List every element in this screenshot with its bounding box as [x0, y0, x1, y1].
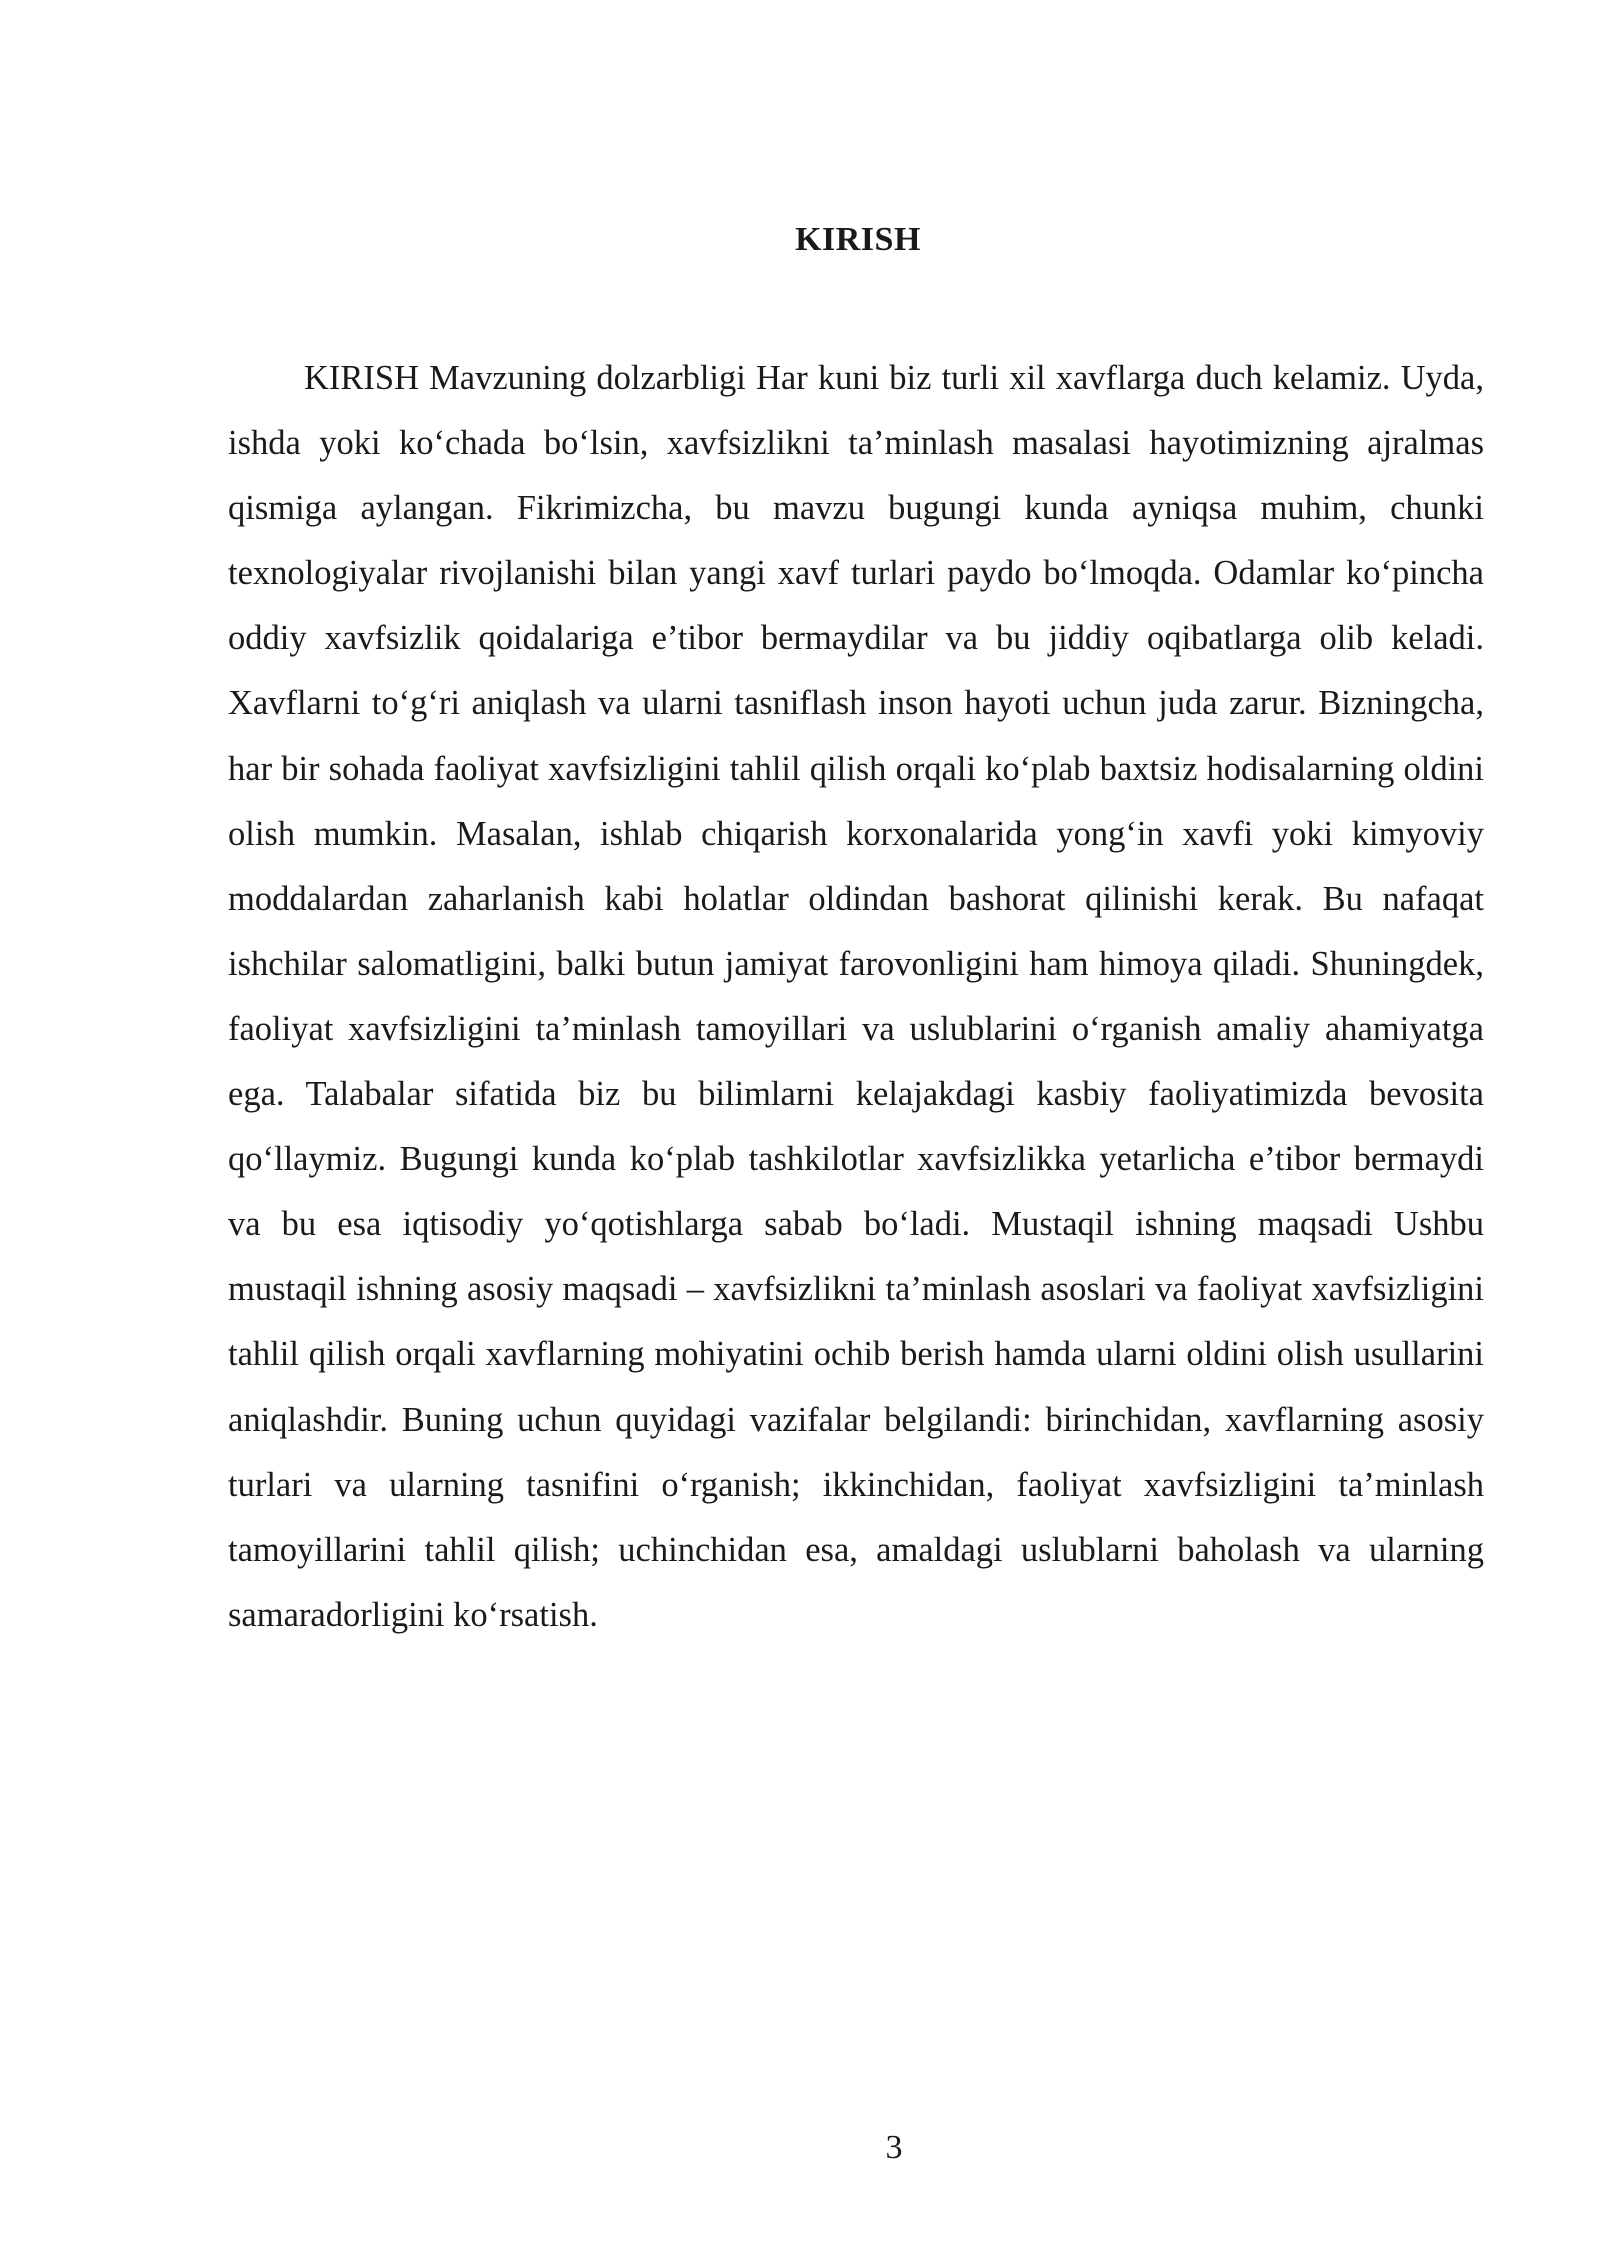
section-heading: KIRISH: [795, 221, 921, 258]
page-number: 3: [885, 2129, 903, 2166]
body-paragraph: KIRISH Mavzuning dolzarbligi Har kuni biz turli xil xavflarga duch kelamiz. Uyda, ishda yoki ko‘chada bo‘lsin, xavfsizlikni ta’minlash masalasi hayotimizning ajralmas qismiga aylangan. Fikrimizcha, bu mavzu bugungi kunda ayniqsa muhim, chunki texnologiyalar rivojlanishi bilan yangi xavf turlari paydo bo‘lmoqda. Odamlar ko‘pincha oddiy xavfsizlik qoidalariga e’tibor bermaydilar va bu jiddiy oqibatlarga olib keladi. Xavflarni to‘g‘ri aniqlash va ularni tasniflash inson hayoti uchun juda zarur. Bizningcha, har bir sohada faoliyat xavfsizligini tahlil qilish orqali ko‘plab baxtsiz hodisalarning oldini olish mumkin. Masalan, ishlab chiqarish korxonalarida yong‘in xavfi yoki kimyoviy moddalardan zaharlanish kabi holatlar oldindan bashorat qilinishi kerak. Bu nafaqat ishchilar salomatligini, balki butun jamiyat farovonligini ham himoya qiladi. Shuningdek, faoliyat xavfsizligini ta’minlash tamoyillari va uslublarini o‘rganish amaliy ahamiyatga ega. Talabalar sifatida biz bu bilimlarni kelajakdagi kasbiy faoliyatimizda bevosita qo‘llaymiz. Bugungi kunda ko‘plab tashkilotlar xavfsizlikka yetarlicha e’tibor bermaydi va bu esa iqtisodiy yo‘qotishlarga sabab bo‘ladi. Mustaqil ishning maqsadi Ushbu mustaqil ishning asosiy maqsadi – xavfsizlikni ta’minlash asoslari va faoliyat xavfsizligini tahlil qilish orqali xavflarning mohiyatini ochib berish hamda ularni oldini olish usullarini aniqlashdir. Buning uchun quyidagi vazifalar belgilandi: birinchidan, xavflarning asosiy turlari va ularning tasnifini o‘rganish; ikkinchidan, faoliyat xavfsizligini ta’minlash tamoyillarini tahlil qilish; uchinchidan esa, amaldagi uslublarni baholash va ularning samaradorligini ko‘rsatish.: [228, 359, 1484, 1634]
